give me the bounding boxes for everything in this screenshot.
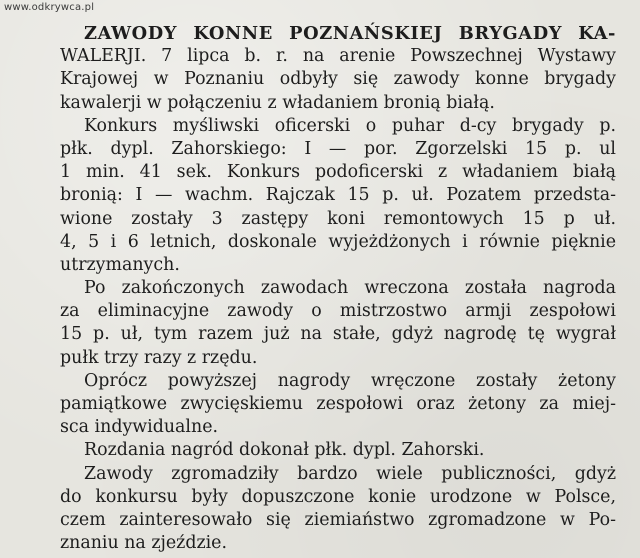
article-line: sca indywidualne. — [60, 417, 219, 438]
article-line: kawalerji w połączeniu z władaniem bronią białą. — [60, 92, 495, 113]
article-line: 1 min. 41 sek. Konkurs podoficerski z władaniem białą — [60, 162, 616, 183]
article-line: pamiątkowe zwycięskiemu zespołowi oraz żetony za miej- — [60, 394, 616, 415]
article-line: bronią: I — wachm. Rajczak 15 p. uł. Pozatem przedsta- — [60, 185, 616, 206]
article-line: znaniu na zjeździe. — [60, 533, 228, 554]
article-line: 15 p. uł, tym razem już na stałe, gdyż nagrodę tę wygrał — [60, 324, 616, 345]
watermark: www.odkrywca.pl — [4, 2, 95, 13]
article-line: Po zakończonych zawodach wreczona została nagroda — [84, 278, 616, 299]
article-line: 4, 5 i 6 letnich, doskonale wyjeżdżonych i równie pięknie — [60, 231, 616, 252]
article-line: Zawody zgromadziły bardzo wiele publiczności, gdyż — [84, 463, 616, 484]
article-line: za eliminacyjne zawody o mistrzostwo armji zespołowi — [60, 301, 616, 322]
article-line: czem zainteresowało się ziemiaństwo zgromadzone w Po- — [60, 510, 616, 531]
article-line: Konkurs myśliwski oficerski o puhar d-cy brygady p. — [84, 115, 616, 136]
article-line: Oprócz powyższej nagrody wręczone zostały żetony — [84, 370, 616, 391]
article-line: utrzymanych. — [60, 254, 180, 275]
article-line: do konkursu były dopuszczone konie urodzone w Polsce, — [60, 486, 616, 507]
article-line: Rozdania nagród dokonał płk. dypl. Zahorski. — [84, 440, 485, 461]
article-line: wione zostały 3 zastępy koni remontowych 15 p uł. — [60, 208, 616, 229]
article-line: płk. dypl. Zahorskiego: I — por. Zgorzelski 15 p. ul — [60, 138, 616, 159]
article-line: Krajowej w Poznaniu odbyły się zawody konne brygady — [60, 69, 616, 90]
article-line: pułk trzy razy z rzędu. — [60, 347, 258, 368]
article-line: WALERJI. 7 lipca b. r. na arenie Powszechnej Wystawy — [60, 46, 616, 67]
article-title-line: ZAWODY KONNE POZNAŃSKIEJ BRYGADY KA- — [84, 23, 616, 44]
article-text — [60, 22, 616, 555]
